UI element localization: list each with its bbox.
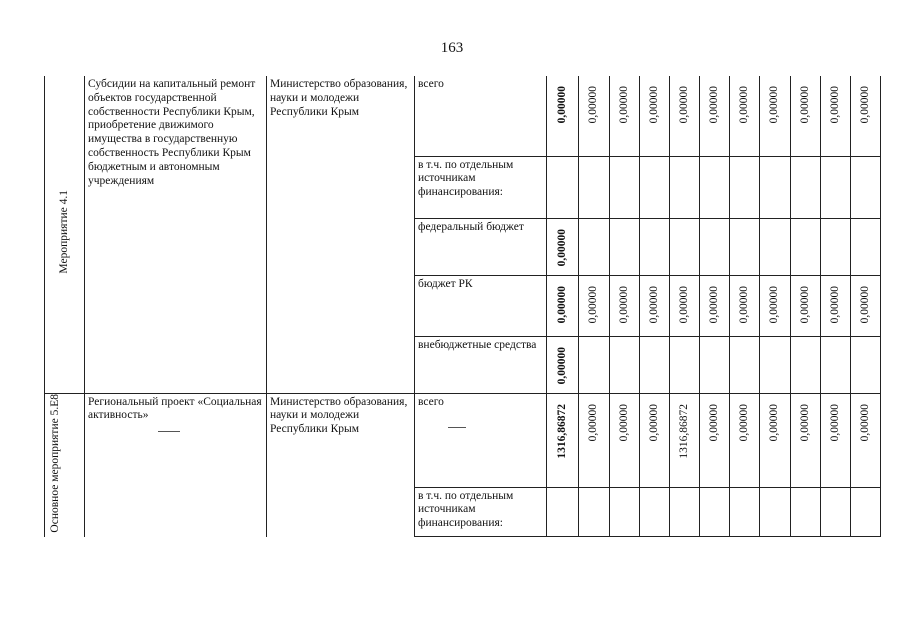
value: 0,00000: [768, 403, 781, 441]
value: 0,00000: [617, 285, 630, 323]
event-code: Мероприятие 4.1: [57, 190, 70, 274]
source-cell: [415, 393, 547, 487]
source-cell: [415, 218, 547, 275]
value: 0,00000: [587, 403, 600, 441]
value-cell: [610, 76, 640, 156]
value-cell: [700, 275, 730, 336]
source-label: бюджет РК: [418, 277, 473, 290]
value: 0,00000: [798, 285, 811, 323]
value-cell: [700, 393, 730, 487]
value-cell: [670, 393, 700, 487]
event-code: Основное мероприятие 5.Е8: [48, 393, 61, 533]
total-value: 0,00000: [555, 86, 568, 124]
value: 0,00000: [617, 403, 630, 441]
event-name-cell: [85, 393, 267, 537]
value: 0,00000: [828, 403, 841, 441]
value-cell: [670, 76, 700, 156]
value-cell: [760, 275, 791, 336]
value-cell: [791, 275, 821, 336]
event-name-cell: [85, 76, 267, 393]
total-cell: [547, 275, 579, 336]
value: 0,00000: [617, 86, 630, 124]
value-cell: [610, 393, 640, 487]
executor: Министерство образования, науки и молодежи Республики Крым: [270, 78, 408, 118]
event-code-cell: [45, 76, 85, 393]
event-name: Региональный проект «Социальная активность»: [88, 395, 262, 422]
value-cell: [821, 393, 851, 487]
executor-cell: [267, 393, 415, 537]
value-cell: [579, 76, 610, 156]
source-cell: [415, 76, 547, 156]
value: 1316,86872: [677, 403, 690, 459]
value: 0,00000: [647, 86, 660, 124]
value: 0,00000: [768, 285, 781, 323]
value-cell: [640, 76, 670, 156]
total-value: 0,00000: [555, 346, 568, 384]
source-label: в т.ч. по отдельным источникам финансирования:: [418, 158, 514, 199]
value-cell: [730, 275, 760, 336]
page-number: 163: [440, 40, 464, 56]
financing-table: [44, 76, 881, 537]
value-cell: [610, 275, 640, 336]
source-cell: [415, 336, 547, 393]
value-cell: [821, 76, 851, 156]
value: 0,00000: [858, 285, 871, 323]
value-cell: [760, 393, 791, 487]
value: 0,00000: [647, 285, 660, 323]
total-cell: [547, 336, 579, 393]
value-cell: [640, 393, 670, 487]
value-cell: [700, 76, 730, 156]
total-value: 0,00000: [555, 285, 568, 323]
value: 0,00000: [707, 86, 720, 124]
value: 0,00000: [768, 86, 781, 124]
total-cell: [547, 218, 579, 275]
value: 0,00000: [677, 86, 690, 124]
source-label: федеральный бюджет: [418, 220, 524, 233]
value-cell: [791, 76, 821, 156]
source-cell: [415, 156, 547, 218]
value: 0,00000: [737, 285, 750, 323]
source-label: в т.ч. по отдельным источникам финансирования:: [418, 489, 514, 530]
value-cell: [760, 76, 791, 156]
table-row: [45, 393, 881, 487]
value-cell: [851, 393, 881, 487]
value-cell: [730, 76, 760, 156]
total-cell: [547, 76, 579, 156]
pen-mark: [448, 427, 466, 428]
value-cell: [640, 275, 670, 336]
value-cell: [670, 275, 700, 336]
source-cell: [415, 275, 547, 336]
value: 0,00000: [707, 285, 720, 323]
source-cell: [415, 487, 547, 537]
value: 0,00000: [798, 403, 811, 441]
source-label: всего: [418, 78, 444, 90]
source-label: всего: [418, 395, 444, 408]
value: 0,00000: [647, 403, 660, 441]
value-cell: [821, 275, 851, 336]
executor-cell: [267, 76, 415, 393]
value: 0,00000: [587, 285, 600, 323]
total-value: 1316,86872: [555, 403, 568, 459]
event-name: Субсидии на капитальный ремонт объектов государственной собственности Республики Крым, приобретение движимого имущества в государственную собственность Республики Крым бюджетным и автономным учреждениям: [88, 78, 256, 187]
value: 0,00000: [737, 86, 750, 124]
value-cell: [851, 76, 881, 156]
value: 0,00000: [828, 86, 841, 124]
executor: Министерство образования, науки и молодежи Республики Крым: [270, 395, 408, 436]
value: 0,00000: [587, 86, 600, 124]
source-label: внебюджетные средства: [418, 338, 537, 351]
value-cell: [730, 393, 760, 487]
value: 0,00000: [798, 86, 811, 124]
value-cell: [851, 275, 881, 336]
pen-mark: [158, 431, 180, 432]
total-cell: [547, 393, 579, 487]
value: 0,00000: [828, 285, 841, 323]
event-code-cell: [45, 393, 85, 537]
total-value: 0,00000: [555, 228, 568, 266]
value: 0,00000: [858, 403, 871, 441]
value: 0,00000: [707, 403, 720, 441]
value: 0,00000: [677, 285, 690, 323]
value-cell: [791, 393, 821, 487]
value-cell: [579, 393, 610, 487]
table-row: [45, 76, 881, 156]
value: 0,00000: [737, 403, 750, 441]
value-cell: [579, 275, 610, 336]
value: 0,00000: [858, 86, 871, 124]
